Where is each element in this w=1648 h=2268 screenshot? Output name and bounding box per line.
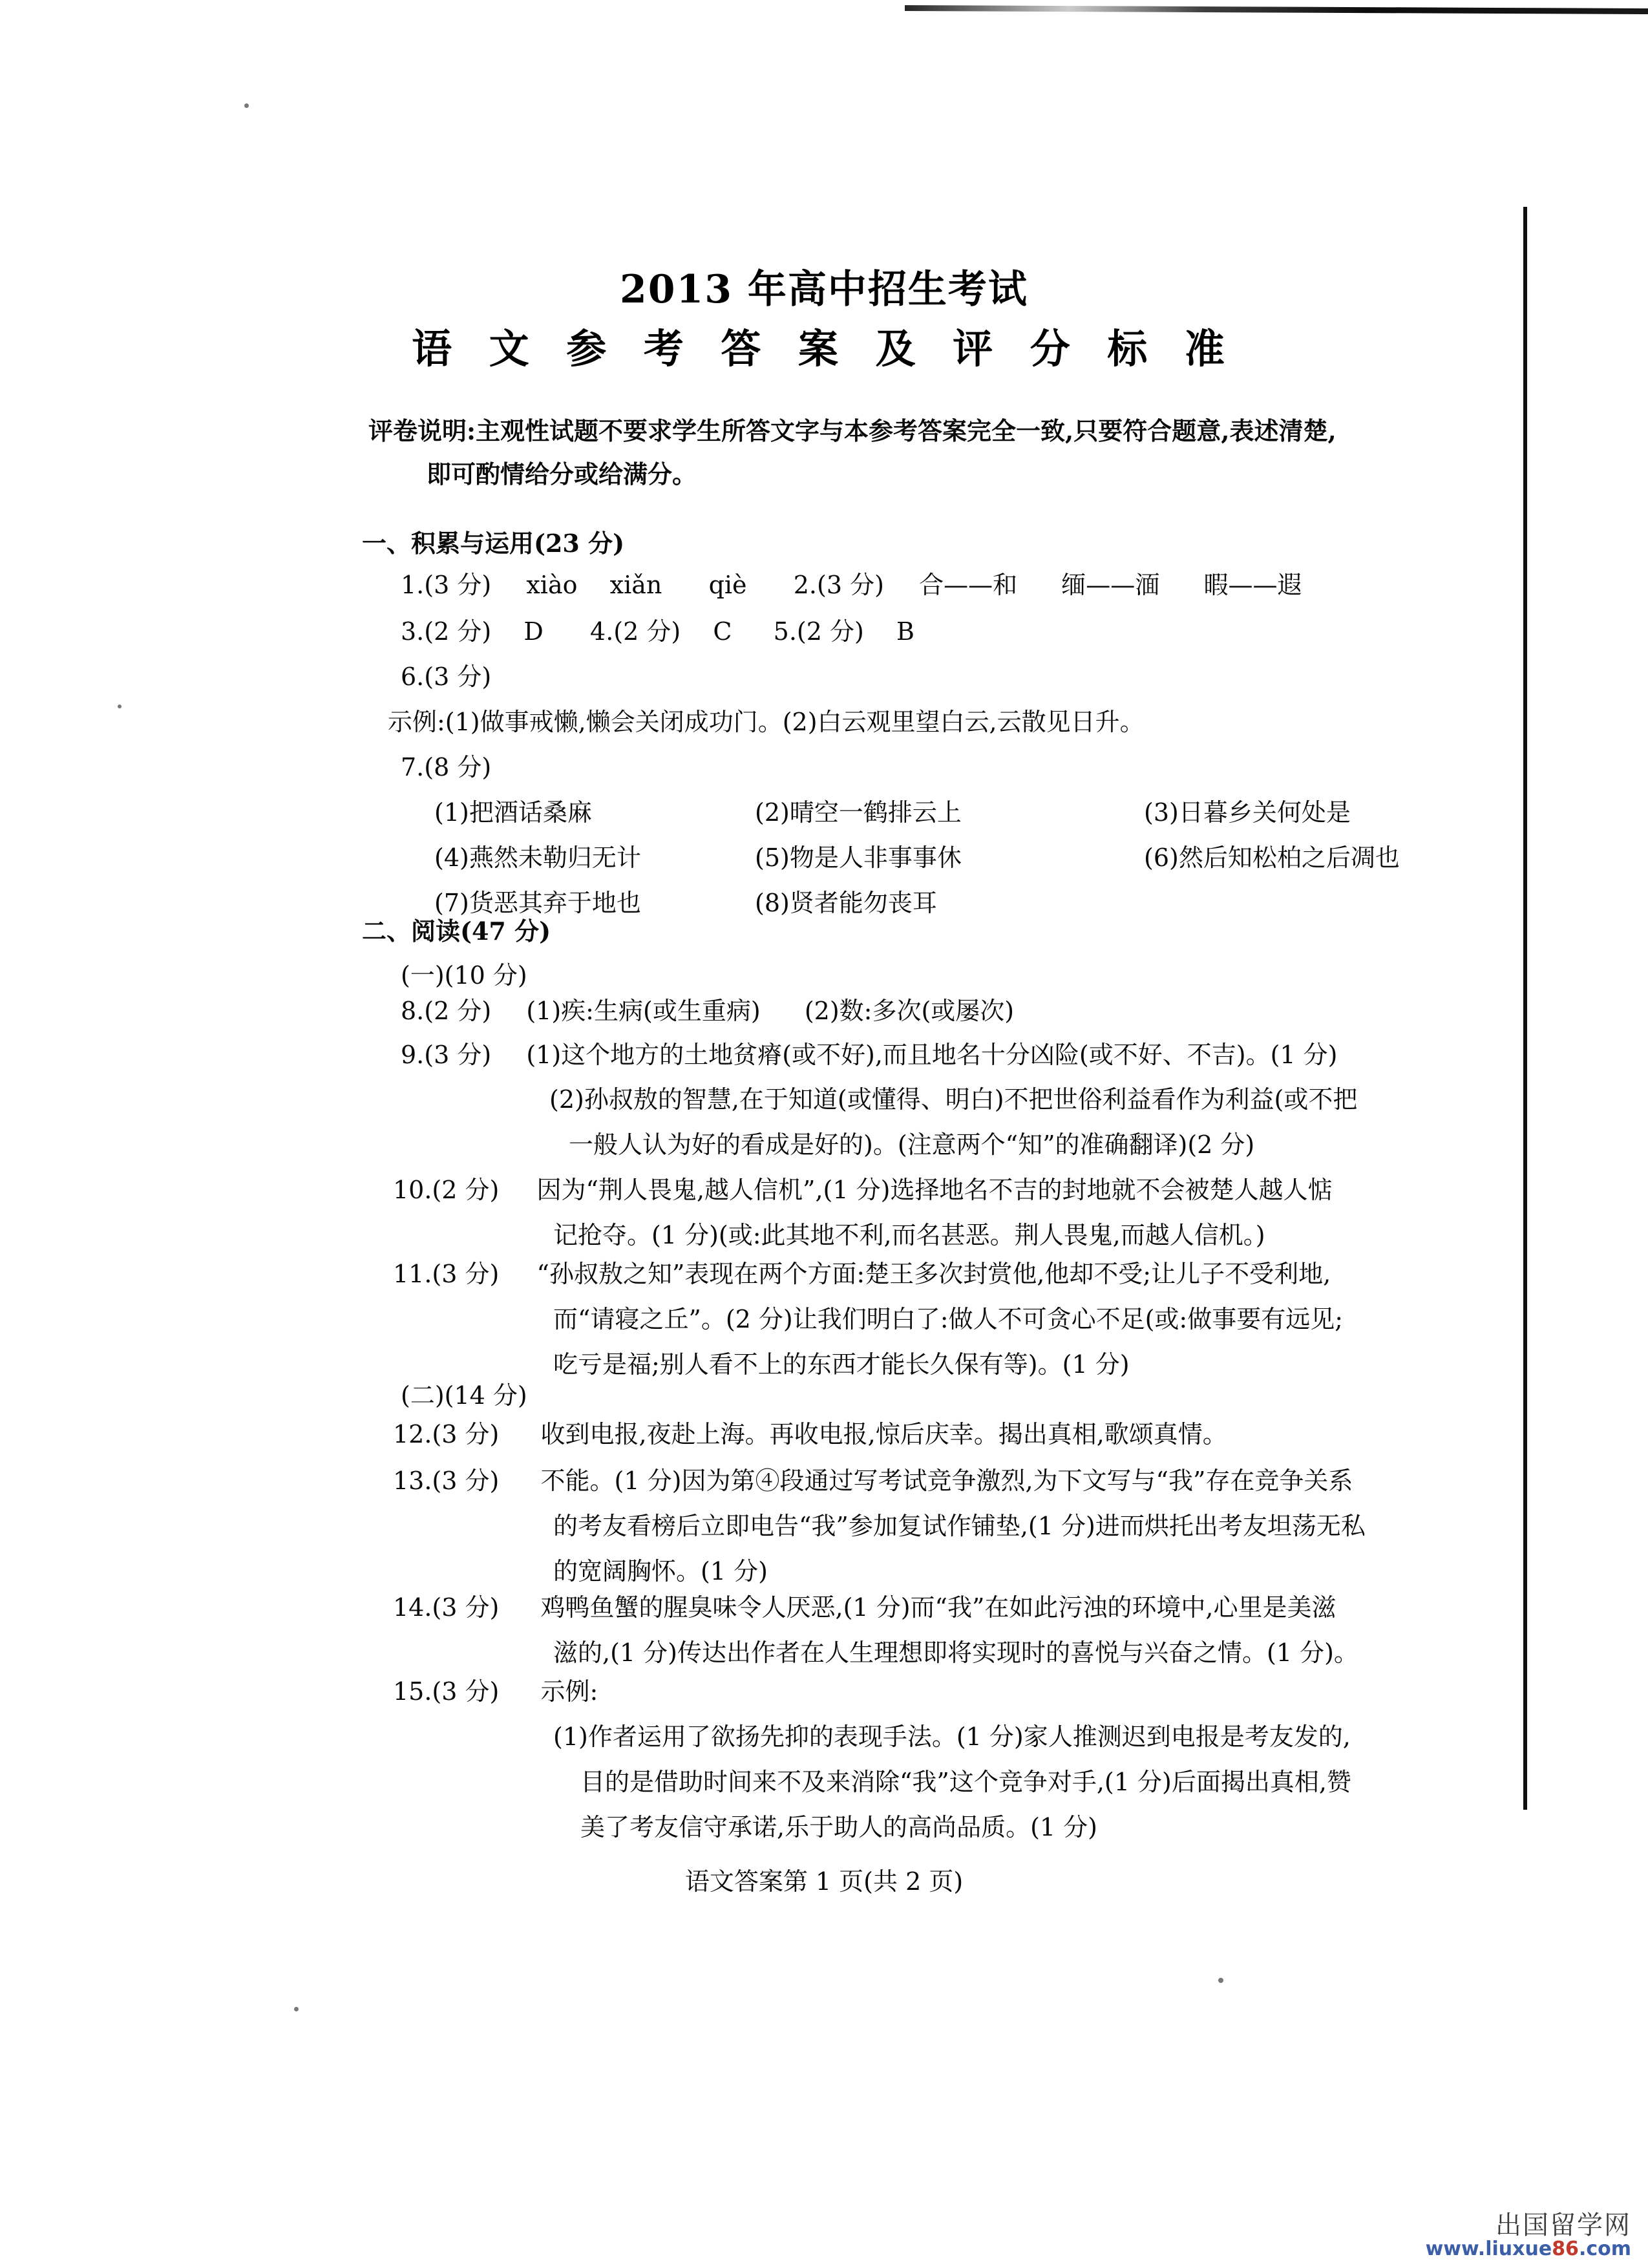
q7-item-7: (7)货恶其弃于地也	[434, 889, 641, 917]
answer-row-q12	[393, 1422, 1227, 1447]
q3-number: 3.(2 分)	[401, 617, 492, 646]
q7-item-6: (6)然后知松柏之后凋也	[1144, 843, 1400, 872]
q5-number: 5.(2 分)	[773, 617, 864, 646]
watermark-url-part-2: .com	[1578, 2238, 1631, 2260]
watermark-url-highlight: 86	[1552, 2238, 1579, 2260]
q7-number: 7.(8 分)	[401, 753, 492, 781]
q10-text-line-2: 记抢夺。(1 分)(或:此其地不利,而名甚恶。荆人畏鬼,而越人信机。)	[553, 1221, 1265, 1249]
q7-item-1: (1)把酒话桑麻	[434, 798, 592, 827]
q15-lead-text: 示例:	[540, 1677, 598, 1706]
q7-item-2: (2)晴空一鹤排云上	[755, 798, 962, 827]
q1-answer-a: xiào	[526, 571, 578, 599]
q15-text-line-2: 目的是借助时间来不及来消除“我”这个竞争对手,(1 分)后面揭出真相,赞	[580, 1768, 1351, 1796]
page-footer: 语文答案第 1 页(共 2 页)	[684, 1867, 964, 1896]
q6-answer-text: 示例:(1)做事戒懒,懒会关闭成功门。(2)白云观里望白云,云散见日升。	[388, 708, 1145, 736]
q7-item-5: (5)物是人非事事休	[755, 843, 962, 872]
section-one-heading: 一、积累与运用(23 分)	[362, 529, 625, 558]
q4-number: 4.(2 分)	[590, 617, 681, 646]
q9-text-line-2: (2)孙叔敖的智慧,在于知道(或懂得、明白)不把世俗利益看作为利益(或不把	[549, 1085, 1358, 1114]
q2-answer-b: 缅——湎	[1061, 571, 1160, 599]
page-title-year: 2013 年高中招生考试	[620, 267, 1028, 312]
q11-text-line-3: 吃亏是福;别人看不上的东西才能长久保有等)。(1 分)	[553, 1350, 1130, 1379]
q14-number: 14.(3 分)	[393, 1593, 500, 1622]
q6-number: 6.(3 分)	[401, 662, 492, 691]
q3-answer: D	[523, 617, 544, 646]
watermark-url-part-1: www.liuxue	[1425, 2238, 1552, 2260]
q15-text-line-1: (1)作者运用了欲扬先抑的表现手法。(1 分)家人推测迟到电报是考友发的,	[553, 1722, 1351, 1751]
q2-number: 2.(3 分)	[793, 571, 884, 599]
answer-row-q11-line-1	[393, 1262, 1331, 1286]
q1-number: 1.(3 分)	[401, 571, 492, 599]
q13-text-line-3: 的宽阔胸怀。(1 分)	[553, 1557, 768, 1585]
q12-text-line-1: 收到电报,夜赴上海。再收电报,惊后庆幸。揭出真相,歌颂真情。	[540, 1420, 1227, 1448]
grading-note-label: 评卷说明:	[368, 416, 476, 445]
q11-text-line-1: “孙叔敖之知”表现在两个方面:楚王多次封赏他,他却不受;让儿子不受利地,	[536, 1260, 1331, 1288]
section-two-sub-one: (一)(10 分)	[401, 961, 527, 990]
q10-text-line-1: 因为“荆人畏鬼,越人信机”,(1 分)选择地名不吉的封地就不会被楚人越人惦	[536, 1176, 1333, 1204]
q11-text-line-2: 而“请寝之丘”。(2 分)让我们明白了:做人不可贪心不足(或:做事要有远见;	[553, 1305, 1343, 1333]
q9-text-line-1: (1)这个地方的土地贫瘠(或不好),而且地名十分凶险(或不好、不吉)。(1 分)	[526, 1041, 1338, 1069]
q1-answer-b: xiǎn	[609, 571, 662, 599]
q1-answer-c: qiè	[708, 571, 747, 599]
site-watermark	[1426, 2212, 1631, 2259]
watermark-site-name: 出国留学网	[1495, 2210, 1631, 2240]
q7-item-8: (8)贤者能勿丧耳	[755, 889, 937, 917]
q4-answer: C	[713, 617, 732, 646]
answer-row-q14-line-1	[393, 1595, 1336, 1620]
q10-number: 10.(2 分)	[393, 1176, 500, 1204]
q13-number: 13.(3 分)	[393, 1467, 500, 1495]
q11-number: 11.(3 分)	[393, 1260, 500, 1288]
q8-answer-b: (2)数:多次(或屡次)	[804, 997, 1015, 1025]
q13-text-line-1: 不能。(1 分)因为第④段通过写考试竞争激烈,为下文写与“我”存在竞争关系	[540, 1467, 1353, 1495]
q15-text-line-3: 美了考友信守承诺,乐于助人的高尚品质。(1 分)	[580, 1813, 1097, 1841]
q14-text-line-2: 滋的,(1 分)传达出作者在人生理想即将实现时的喜悦与兴奋之情。(1 分)。	[553, 1638, 1358, 1667]
q8-number: 8.(2 分)	[401, 997, 492, 1025]
q7-item-4: (4)燕然未勒归无计	[434, 843, 641, 872]
answer-row-q10-line-1	[393, 1178, 1332, 1202]
q5-answer: B	[896, 617, 914, 646]
answer-row-q3-q5	[401, 619, 914, 644]
q15-number: 15.(3 分)	[393, 1677, 500, 1706]
q13-text-line-2: 的考友看榜后立即电告“我”参加复试作铺垫,(1 分)进而烘托出考友坦荡无私	[553, 1512, 1366, 1540]
section-two-heading: 二、阅读(47 分)	[362, 917, 551, 946]
q8-answer-a: (1)疾:生病(或生重病)	[526, 997, 761, 1025]
grading-note-line-2: 即可酌情给分或给满分。	[427, 460, 697, 489]
answer-row-q9-line-1	[401, 1043, 1337, 1067]
answer-row-q15-lead	[393, 1679, 598, 1704]
grading-note-line-1	[368, 416, 1336, 445]
grading-note-text-1: 主观性试题不要求学生所答文字与本参考答案完全一致,只要符合题意,表述清楚,	[476, 416, 1336, 445]
answer-row-q8	[401, 999, 1014, 1023]
answer-row-q1-q2	[401, 573, 1302, 597]
watermark-site-url	[1426, 2240, 1631, 2259]
section-two-sub-two: (二)(14 分)	[401, 1381, 527, 1410]
q9-text-line-3: 一般人认为好的看成是好的)。(注意两个“知”的准确翻译)(2 分)	[569, 1130, 1255, 1159]
q7-item-3: (3)日暮乡关何处是	[1144, 798, 1351, 827]
q2-answer-c: 暇——遐	[1203, 571, 1302, 599]
q9-number: 9.(3 分)	[401, 1041, 492, 1069]
q12-number: 12.(3 分)	[393, 1420, 500, 1448]
page-title-subject: 语 文 参 考 答 案 及 评 分 标 准	[412, 325, 1236, 372]
q14-text-line-1: 鸡鸭鱼蟹的腥臭味令人厌恶,(1 分)而“我”在如此污浊的环境中,心里是美滋	[540, 1593, 1336, 1622]
answer-row-q13-line-1	[393, 1468, 1353, 1493]
q2-answer-a: 合——和	[919, 571, 1018, 599]
